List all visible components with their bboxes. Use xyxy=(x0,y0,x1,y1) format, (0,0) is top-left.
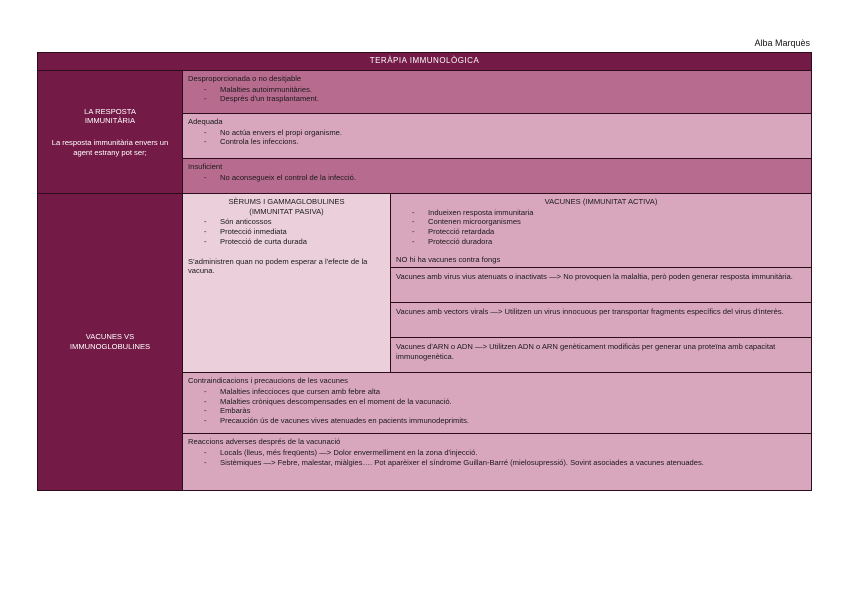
vaccines-cell xyxy=(391,194,812,373)
list-item: - Protecció inmediata xyxy=(204,227,385,237)
list-item: - Sistèmiques —> Febre, malestar, miàlgies…. Pot aparèixer el síndrome Guillan-Barré (mielosupressió). Sovint asociades a vacunes atenuades. xyxy=(204,458,806,468)
response-row-adequate xyxy=(183,114,812,159)
response-row-insufficient xyxy=(183,159,812,194)
adverse-reactions-title: Reaccions adverses després de la vacunació xyxy=(188,437,341,447)
response-row-disproportionate xyxy=(183,71,812,114)
immune-response-subtitle: La resposta immunitària envers un agent estrany pot ser; xyxy=(51,138,169,157)
list-item: - Embaràs xyxy=(204,406,806,416)
list-item: - Després d'un trasplantament. xyxy=(204,94,806,104)
list-item: - Precaución ús de vacunes vives atenuades en pacients immunodeprimits. xyxy=(204,416,806,426)
list-item: - Indueixen resposta immunitaria xyxy=(412,208,806,218)
list-item: - Malalties cròniques descompensades en el moment de la vacunació. xyxy=(204,397,806,407)
list-item: - Són anticossos xyxy=(204,217,385,227)
list-item: - Locals (lleus, més freqüents) —> Dolor envermelliment en la zona d'injecció. xyxy=(204,448,806,458)
list-item: - Malalties infeccioces que cursen amb febre alta xyxy=(204,387,806,397)
table-title: TERÀPIA IMMUNOLÒGICA xyxy=(38,53,812,71)
contraindications-cell xyxy=(183,373,812,434)
serums-cell xyxy=(183,194,391,373)
immune-response-heading-cell xyxy=(38,71,183,194)
list-item: - Protecció duradora xyxy=(412,237,806,247)
serums-title: SÈRUMS I GAMMAGLOBULINES xyxy=(228,197,345,206)
adverse-reactions-cell xyxy=(183,434,812,491)
vaccines-title: VACUNES (IMMUNITAT ACTIVA) xyxy=(544,197,658,206)
list-item: - Contenen microorganismes xyxy=(412,217,806,227)
no-fungi-note: NO hi ha vacunes contra fongs xyxy=(396,254,501,264)
list-item: - Protecció de curta durada xyxy=(204,237,385,247)
vaccine-type-rna-dna: Vacunes d'ARN o ADN —> Utilitzen ADN o ARN genèticament modificàs per generar una proteïna amb capacitat immunogenètica. xyxy=(396,342,776,362)
list-item: - No actúa envers el propi organisme. xyxy=(204,128,806,138)
response-title: Adequada xyxy=(188,117,223,126)
vaccines-heading-cell xyxy=(38,194,183,491)
list-item: - Controla les infeccions. xyxy=(204,137,806,147)
vaccine-type-attenuated: Vacunes amb virus vius atenuats o inactivats —> No provoquen la malaltia, però poden generar resposta immunitària. xyxy=(391,268,811,303)
list-item: - Malalties autoimmunitàries. xyxy=(204,85,806,95)
vaccines-properties xyxy=(391,194,811,268)
list-item: - Protecció retardada xyxy=(412,227,806,237)
vaccines-inner-table xyxy=(391,194,811,372)
vaccine-type-viral-vector: Vacunes amb vectors virals —> Utilitzen un virus innocuous per transportar fragments específics del virus d'interès. xyxy=(391,303,811,338)
contraindications-title: Contraindicacions i precaucions de les vacunes xyxy=(188,376,348,386)
serums-note: S'administren quan no podem esperar a l'efecte de la vacuna. xyxy=(188,256,368,276)
response-title: Desproporcionada o no desitjable xyxy=(188,74,302,83)
response-title: Insuficient xyxy=(188,162,223,171)
immunotherapy-table xyxy=(37,52,812,491)
author-name: Alba Marquès xyxy=(754,38,810,48)
serums-subtitle: (IMMUNITAT PASIVA) xyxy=(249,206,324,216)
vaccines-heading: VACUNES VS IMMUNOGLOBULINES xyxy=(69,332,151,352)
list-item: - No aconsegueix el control de la infecció. xyxy=(204,173,806,183)
immune-response-heading: LA RESPOSTA IMMUNITÀRIA xyxy=(84,106,136,126)
